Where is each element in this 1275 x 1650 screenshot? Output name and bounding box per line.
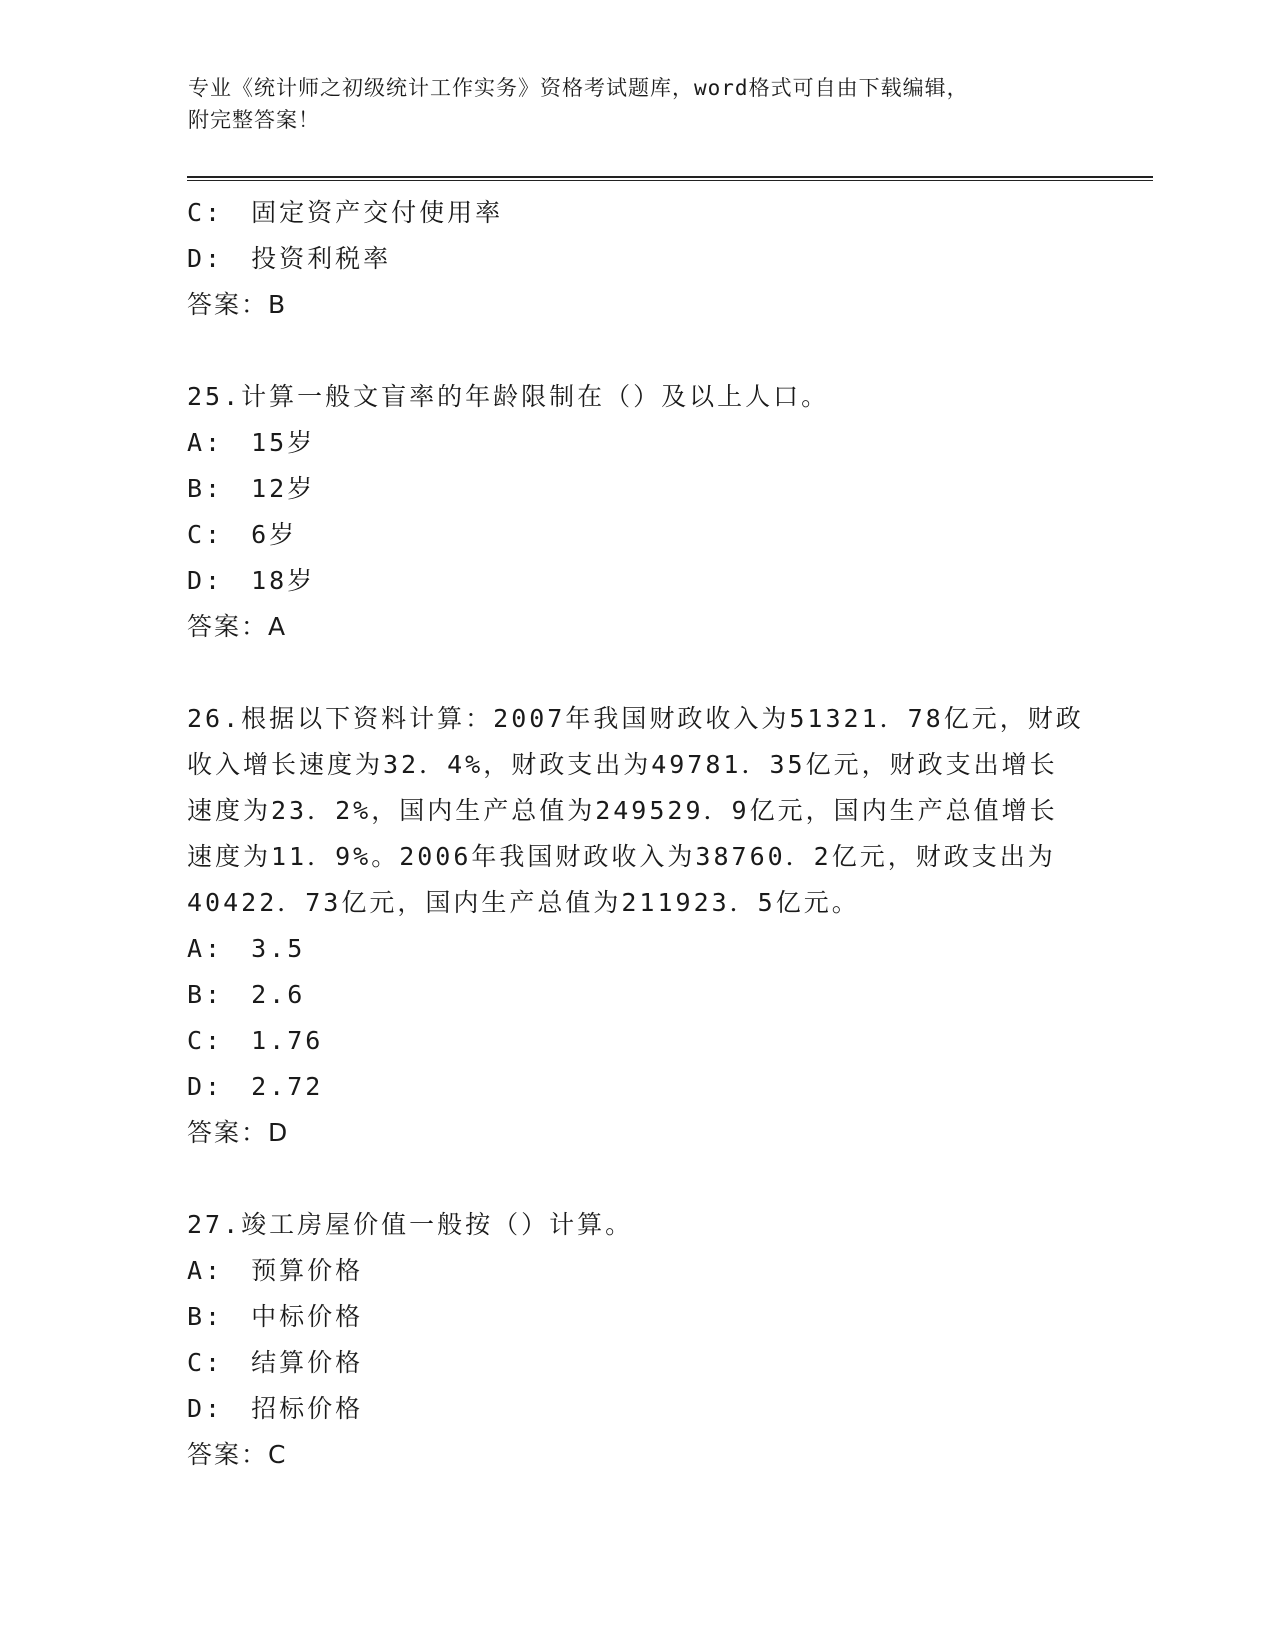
option-c: C: 结算价格: [187, 1348, 364, 1377]
question-stem-line-4: 速度为11．9%。2006年我国财政收入为38760．2亿元，财政支出为: [187, 842, 1056, 871]
option-d: D: 投资利税率: [187, 244, 392, 273]
option-a: A: 预算价格: [187, 1256, 364, 1285]
header-rule-thick: [187, 176, 1153, 178]
option-c: C: 固定资产交付使用率: [187, 198, 504, 227]
question-list: [187, 190, 1087, 1478]
question-stem-line-5: 40422．73亿元，国内生产总值为211923．5亿元。: [187, 888, 860, 917]
answer-line: 答案：C: [187, 1440, 288, 1469]
option-d: D: 18岁: [187, 566, 316, 595]
question-25: [187, 374, 1087, 650]
answer-line: 答案：B: [187, 290, 288, 319]
header-line-1: 专业《统计师之初级统计工作实务》资格考试题库，word格式可自由下载编辑，: [188, 76, 969, 100]
answer-line: 答案：A: [187, 612, 288, 641]
option-c: C: 6岁: [187, 520, 298, 549]
spacer: [187, 328, 1087, 374]
question-stem-line-1: 26.根据以下资料计算：2007年我国财政收入为51321．78亿元，财政: [187, 704, 1084, 733]
option-c: C: 1.76: [187, 1026, 324, 1055]
question-27: [187, 1202, 1087, 1478]
prev-question: [187, 190, 1087, 328]
option-b: B: 2.6: [187, 980, 306, 1009]
option-a: A: 3.5: [187, 934, 306, 963]
question-stem-line-3: 速度为23．2%，国内生产总值为249529．9亿元，国内生产总值增长: [187, 796, 1058, 825]
option-a: A: 15岁: [187, 428, 316, 457]
option-d: D: 2.72: [187, 1072, 324, 1101]
question-26: [187, 696, 1087, 1156]
spacer: [187, 1156, 1087, 1202]
question-stem: 27.竣工房屋价值一般按（）计算。: [187, 1210, 634, 1239]
option-d: D: 招标价格: [187, 1394, 364, 1423]
header-line-2: 附完整答案！: [188, 108, 320, 132]
question-stem-line-2: 收入增长速度为32．4%，财政支出为49781．35亿元，财政支出增长: [187, 750, 1058, 779]
header-rule-thin: [187, 180, 1153, 181]
document-header: [188, 72, 1068, 136]
option-b: B: 中标价格: [187, 1302, 364, 1331]
option-b: B: 12岁: [187, 474, 316, 503]
question-stem: 25.计算一般文盲率的年龄限制在（）及以上人口。: [187, 382, 830, 411]
spacer: [187, 650, 1087, 696]
answer-line: 答案：D: [187, 1118, 290, 1147]
